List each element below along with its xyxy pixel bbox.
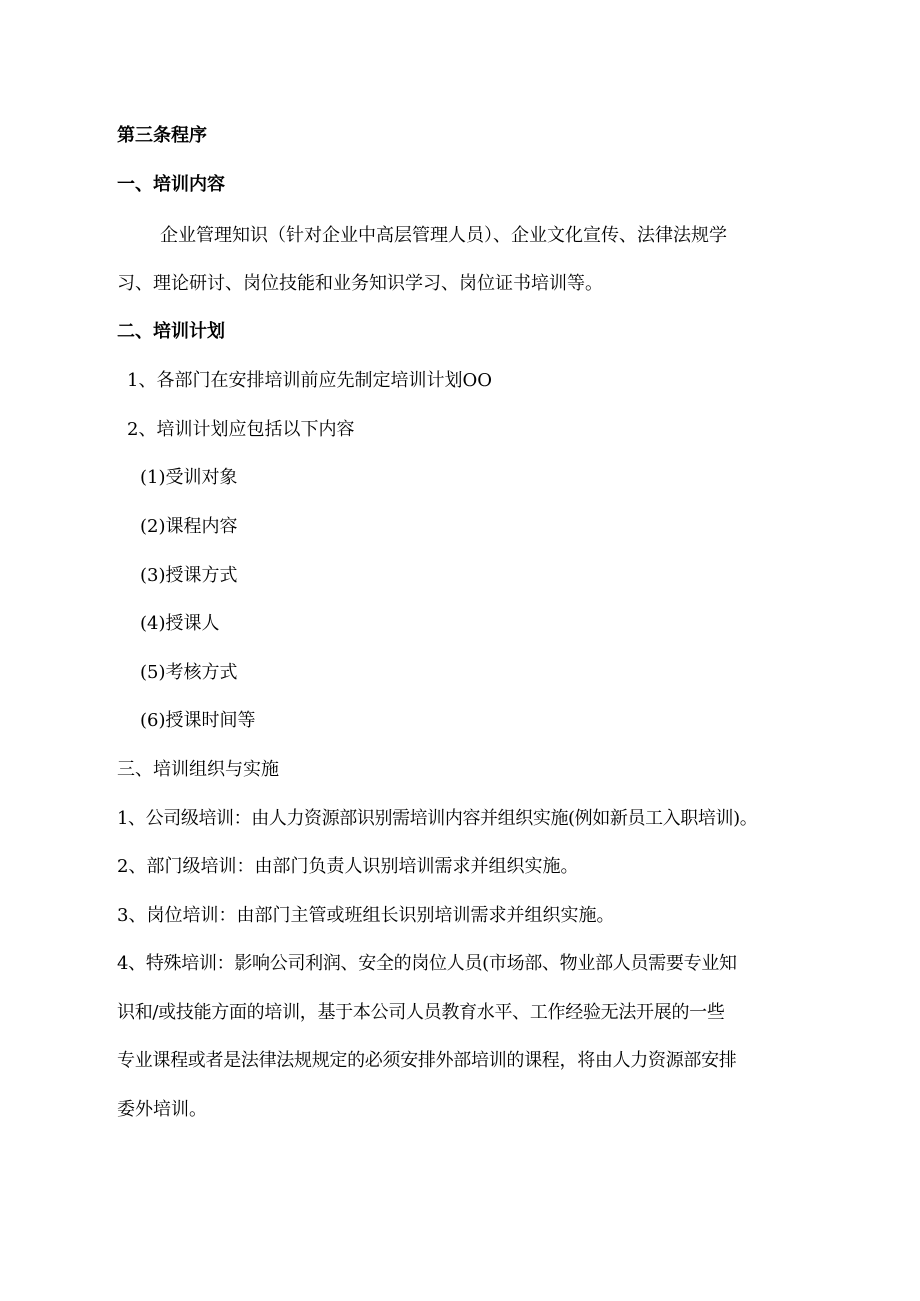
document-heading: 第三条程序 (117, 125, 207, 146)
section2-title: 二、培训计划 (117, 321, 225, 342)
section1-paragraph-line2: 习、理论研讨、岗位技能和业务知识学习、岗位证书培训等。 (117, 273, 603, 294)
section3-item4-line1: 4、特殊培训：影响公司利润、安全的岗位人员(市场部、物业部人员需要专业知 (117, 953, 737, 974)
section2-subitem: (5)考核方式 (140, 662, 238, 683)
section2-subitem: (4)授课人 (140, 613, 220, 634)
section3-title: 三、培训组织与实施 (117, 759, 279, 780)
section2-subitem: (3)授课方式 (140, 565, 238, 586)
section3-item1: 1、公司级培训：由人力资源部识别需培训内容并组织实施(例如新员工入职培训)。 (117, 808, 758, 829)
section3-item3: 3、岗位培训：由部门主管或班组长识别培训需求并组织实施。 (117, 905, 615, 926)
section3-item4-line4: 委外培训。 (117, 1099, 207, 1120)
section2-item1: 1、各部门在安排培训前应先制定培训计划OO (127, 370, 492, 391)
section2-subitem: (2)课程内容 (140, 516, 238, 537)
section3-item2: 2、部门级培训：由部门负责人识别培训需求并组织实施。 (117, 856, 579, 877)
section1-paragraph-line1: 企业管理知识（针对企业中高层管理人员）、企业文化宣传、法律法规学 (160, 225, 727, 246)
section3-item4-line2: 识和/或技能方面的培训，基于本公司人员教育水平、工作经验无法开展的一些 (117, 1002, 725, 1023)
section1-title: 一、培训内容 (117, 174, 225, 195)
section2-subitem: (6)授课时间等 (140, 710, 256, 731)
section2-item2: 2、培训计划应包括以下内容 (127, 419, 355, 440)
section2-subitem: (1)受训对象 (140, 467, 238, 488)
section3-item4-line3: 专业课程或者是法律法规规定的必须安排外部培训的课程，将由人力资源部安排 (117, 1050, 737, 1071)
